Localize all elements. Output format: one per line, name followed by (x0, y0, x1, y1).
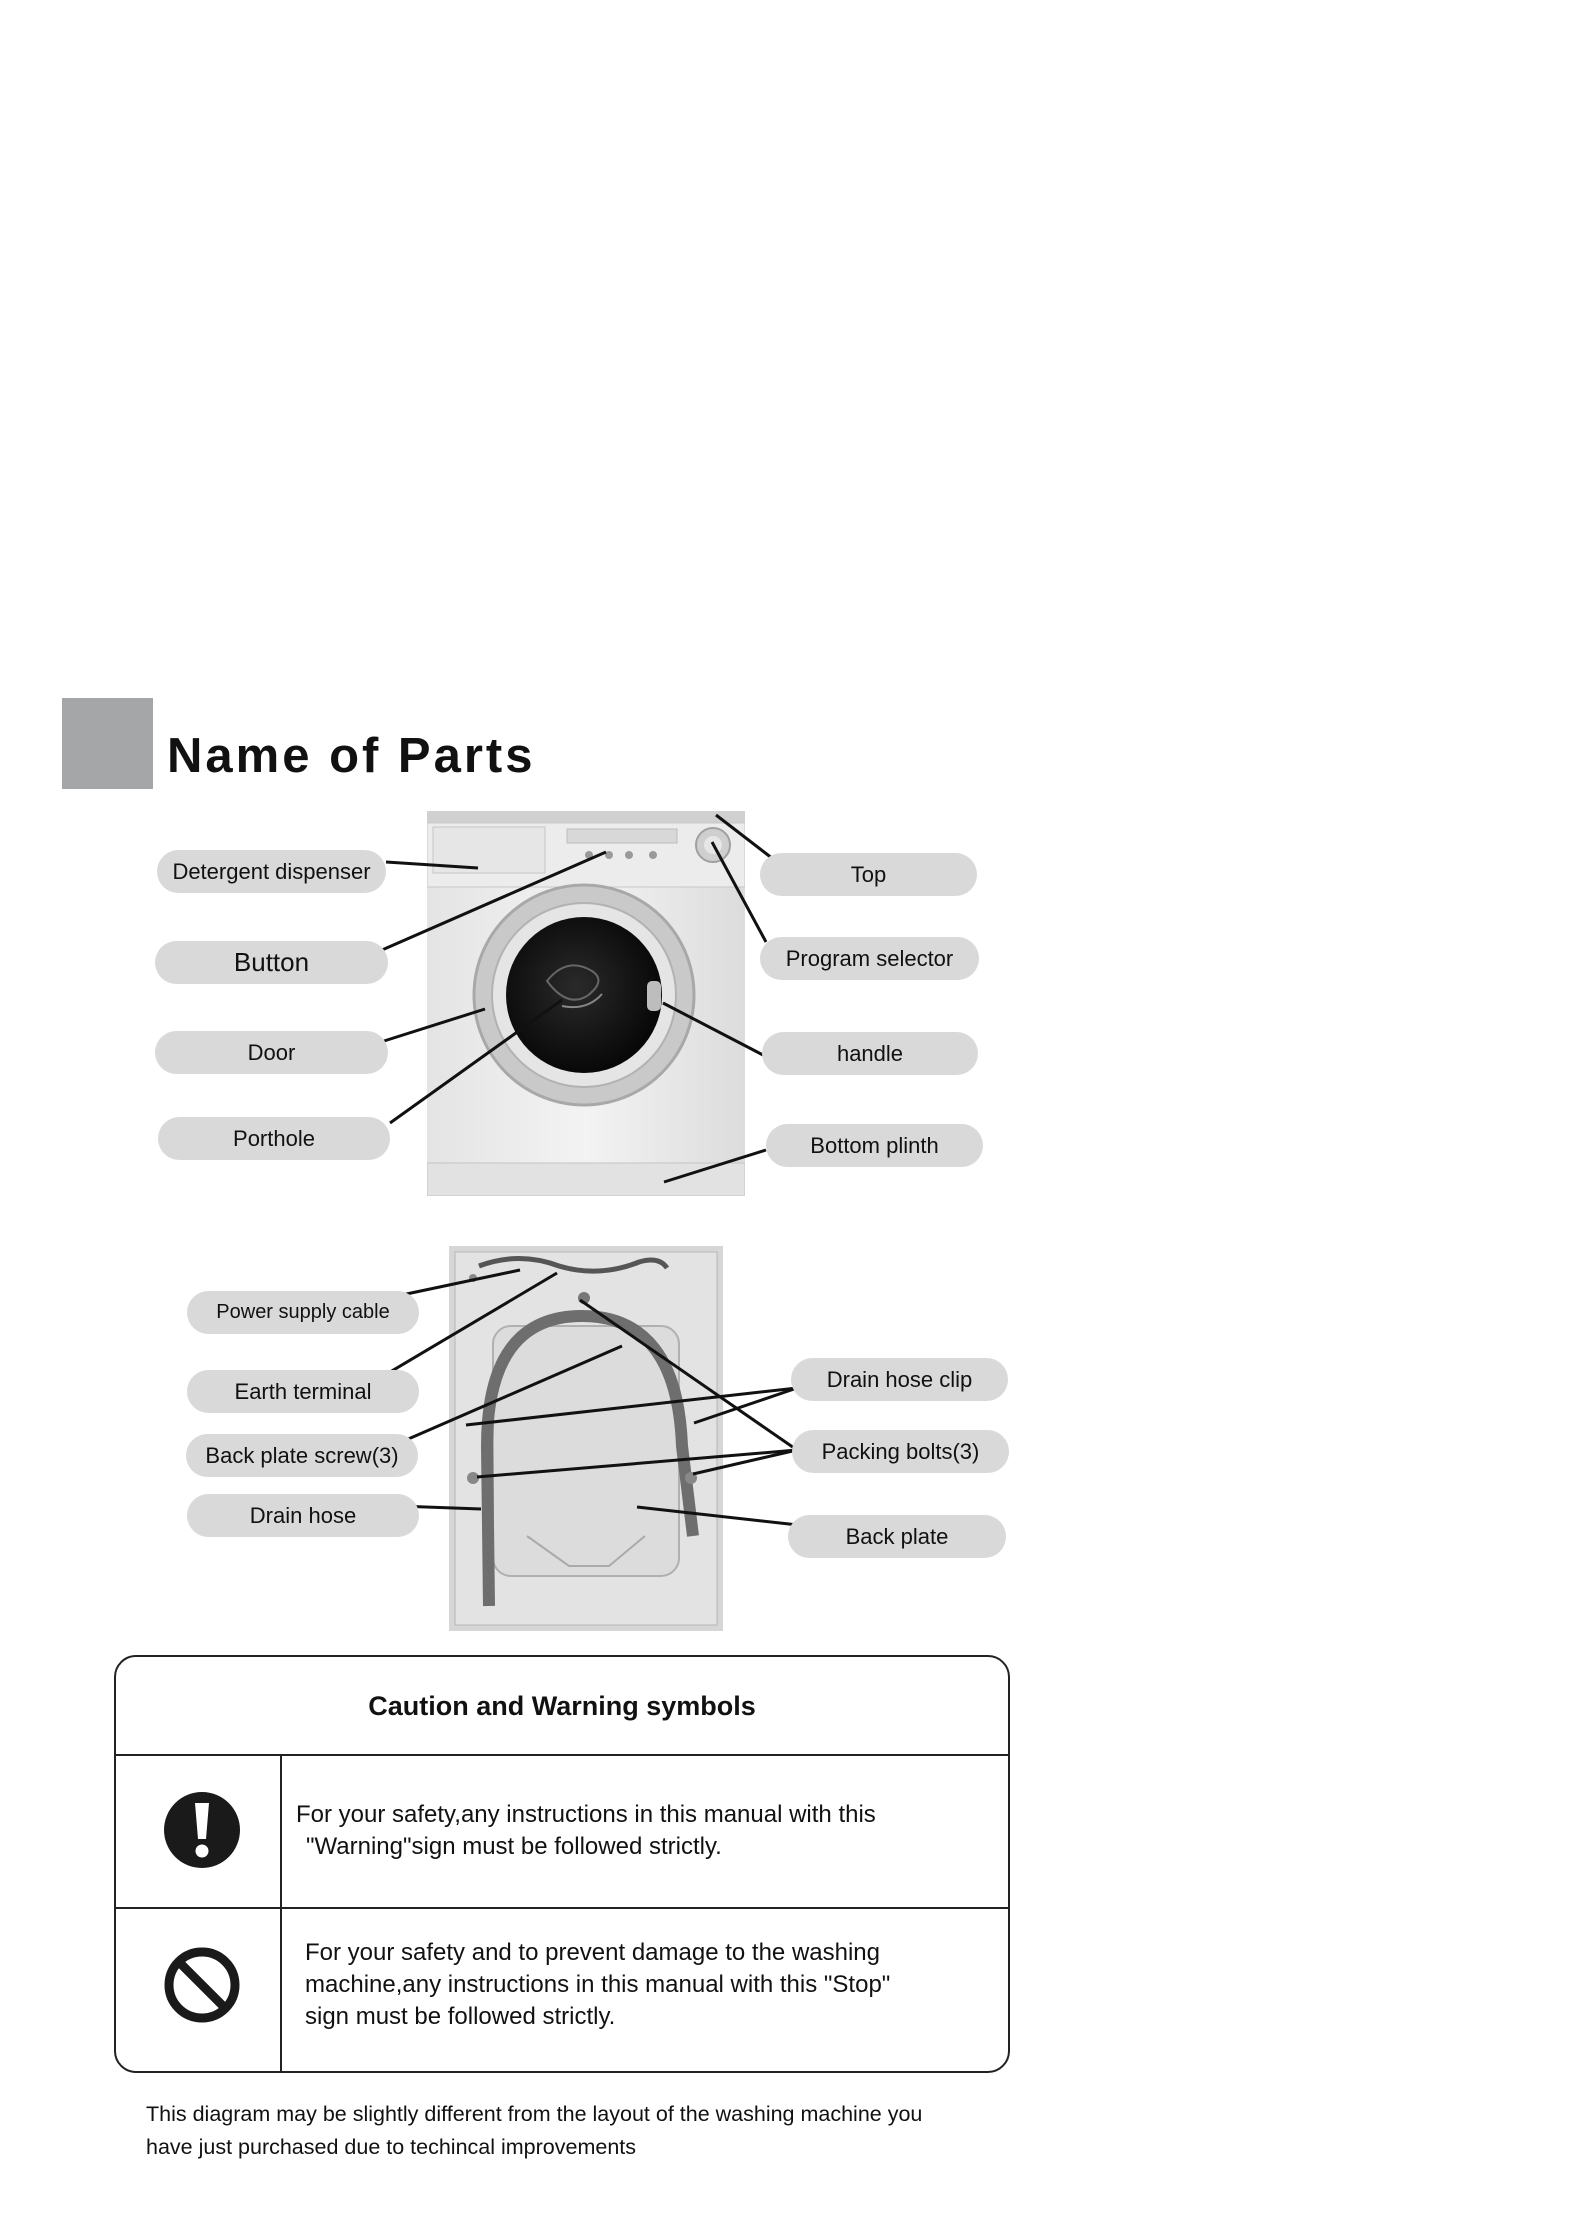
label-drain-hose: Drain hose (187, 1494, 419, 1537)
label-handle: handle (762, 1032, 978, 1075)
warning-text-line: "Warning"sign must be followed strictly. (306, 1833, 722, 1860)
stop-text-line: For your safety and to prevent damage to the washing (305, 1939, 881, 1966)
stop-text-line: machine,any instructions in this manual with this "Stop" (305, 1971, 891, 1998)
label-porthole: Porthole (158, 1117, 390, 1160)
washing-machine-back-image (449, 1246, 723, 1631)
section-marker (62, 698, 153, 789)
label-bottom-plinth: Bottom plinth (766, 1124, 983, 1167)
stop-text (305, 1937, 890, 2033)
footnote (146, 2098, 1046, 2164)
washing-machine-front-image (427, 811, 745, 1196)
label-drain-hose-clip: Drain hose clip (791, 1358, 1008, 1401)
label-button: Button (155, 941, 388, 984)
divider (116, 1754, 1008, 1756)
caution-title: Caution and Warning symbols (368, 1690, 756, 1721)
footnote-line: have just purchased due to techincal improvements (146, 2135, 636, 2159)
label-back-plate-screw: Back plate screw(3) (186, 1434, 418, 1477)
stop-text-line: sign must be followed strictly. (305, 2003, 616, 2030)
prohibition-icon (163, 1946, 241, 2024)
warning-text-line: For your safety,any instructions in this manual with this (296, 1801, 876, 1828)
divider (116, 1907, 1008, 1909)
footnote-line: This diagram may be slightly different from the layout of the washing machine you (146, 2102, 923, 2126)
label-detergent-dispenser: Detergent dispenser (157, 850, 386, 893)
caution-table (114, 1655, 1010, 2073)
warning-text (296, 1799, 876, 1863)
page-title: Name of Parts (167, 729, 536, 783)
label-door: Door (155, 1031, 388, 1074)
divider (280, 1755, 282, 2073)
label-program-selector: Program selector (760, 937, 979, 980)
label-earth-terminal: Earth terminal (187, 1370, 419, 1413)
exclamation-circle-icon (163, 1791, 241, 1869)
label-top: Top (760, 853, 977, 896)
label-back-plate: Back plate (788, 1515, 1006, 1558)
label-packing-bolts: Packing bolts(3) (792, 1430, 1009, 1473)
label-power-supply-cable: Power supply cable (187, 1291, 419, 1334)
